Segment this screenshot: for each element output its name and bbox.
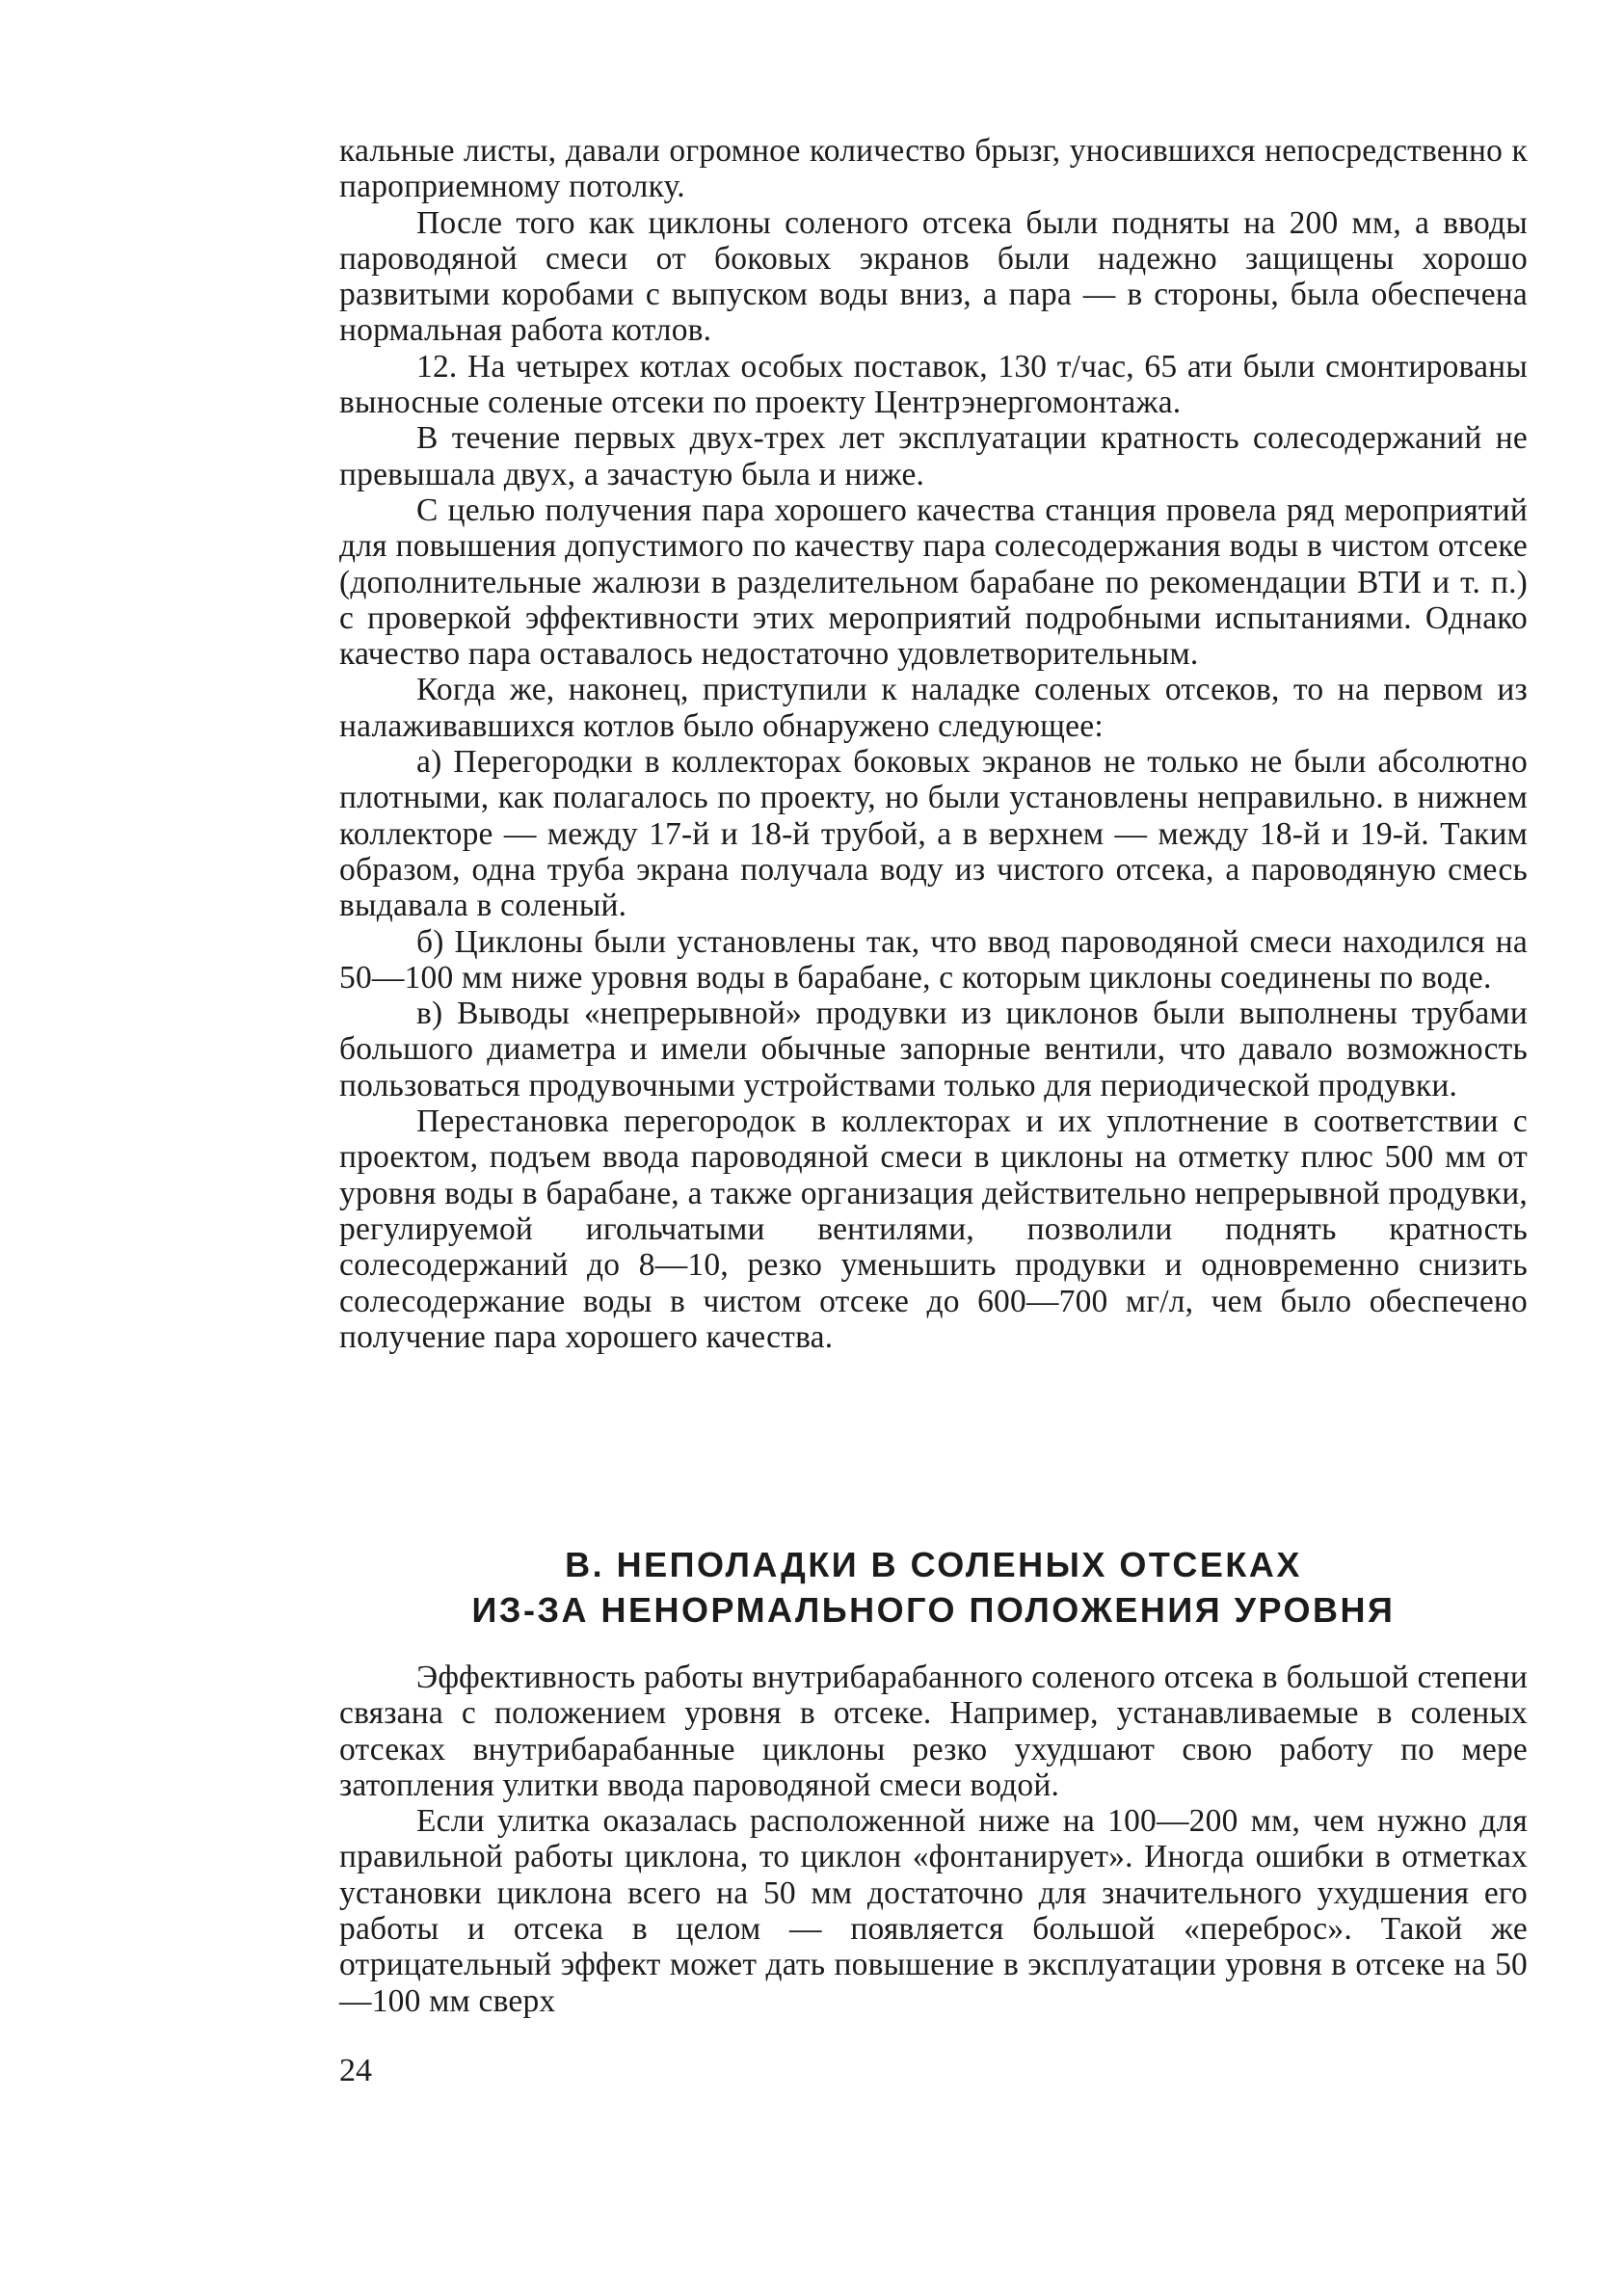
list-item-a: а) Перегородки в коллекторах боковых экранов не только не были абсолютно плотными, как полагалось по проекту, но были установлены неправильно. в нижнем коллекторе — между 17-й и 18-й трубой, а в верхнем — между 18-й и 19-й. Таким образом, одна труба экрана получала воду из чистого отсека, а пароводяную смесь выдавала в соленый. xyxy=(339,744,1528,924)
paragraph: В течение первых двух-трех лет эксплуатации кратность солесодержаний не превышала двух, а зачастую была и ниже. xyxy=(339,420,1528,492)
list-item-c: в) Выводы «непрерывной» продувки из циклонов были выполнены трубами большого диаметра и имели обычные запорные вентили, что давало возможность пользоваться продувочными устройствами только для периодической продувки. xyxy=(339,996,1528,1103)
paragraph: Эффективность работы внутрибарабанного соленого отсека в большой степени связана с положением уровня в отсеке. Например, устанавливаемые в соленых отсеках внутрибарабанные циклоны резко ухудшают свою работу по мере затопления улитки ввода пароводяной смеси водой. xyxy=(339,1660,1528,1803)
section-heading-line-1: В. НЕПОЛАДКИ В СОЛЕНЫХ ОТСЕКАХ xyxy=(565,1545,1302,1584)
paragraph: Перестановка перегородок в коллекторах и их уплотнение в соответствии с проектом, подъем ввода пароводяной смеси в циклоны на отметку плюс 500 мм от уровня воды в барабане, а также организация действительно непрерывной продувки, регулируемой игольчатыми вентилями, позволили поднять кратность солесодержаний до 8—10, резко уменьшить продувки и одновременно снизить солесодержание воды в чистом отсеке до 600—700 мг/л, чем было обеспечено получение пара хорошего качества. xyxy=(339,1103,1528,1355)
paragraph: С целью получения пара хорошего качества станция провела ряд мероприятий для повышения допустимого по качеству пара солесодержания воды в чистом отсеке (дополнительные жалюзи в разделительном барабане по рекомендации ВТИ и т. п.) с проверкой эффективности этих мероприятий подробными испытаниями. Однако качество пара оставалось недостаточно удовлетворительным. xyxy=(339,492,1528,673)
paragraph: Если улитка оказалась расположенной ниже на 100—200 мм, чем нужно для правильной работы циклона, то циклон «фонтанирует». Иногда ошибки в отметках установки циклона всего на 50 мм достаточно для значительного ухудшения его работы и отсека в целом — появляется большой «переброс». Такой же отрицательный эффект может дать повышение в эксплуатации уровня в отсеке на 50—100 мм сверх xyxy=(339,1803,1528,2019)
section-heading xyxy=(339,1542,1528,1633)
main-text-block xyxy=(339,133,1528,1355)
page-number: 24 xyxy=(339,2053,372,2088)
paragraph: После того как циклоны соленого отсека были подняты на 200 мм, а вводы пароводяной смеси от боковых экранов были надежно защищены хорошо развитыми коробами с выпуском воды вниз, а пара — в стороны, была обеспечена нормальная работа котлов. xyxy=(339,204,1528,349)
list-item-b: б) Циклоны были установлены так, что ввод пароводяной смеси находился на 50—100 мм ниже уровня воды в барабане, с которым циклоны соединены по воде. xyxy=(339,923,1528,996)
paragraph: 12. На четырех котлах особых поставок, 130 т/час, 65 ати были смонтированы выносные соленые отсеки по проекту Центрэнергомонтажа. xyxy=(339,348,1528,421)
paragraph: Когда же, наконец, приступили к наладке соленых отсеков, то на первом из налаживавшихся котлов было обнаружено следующее: xyxy=(339,672,1528,744)
paragraph: кальные листы, давали огромное количество брызг, уносившихся непосредственно к пароприемному потолку. xyxy=(339,133,1528,205)
section-heading-line-2: ИЗ-ЗА НЕНОРМАЛЬНОГО ПОЛОЖЕНИЯ УРОВНЯ xyxy=(471,1590,1396,1630)
section-text-block xyxy=(339,1660,1528,2019)
